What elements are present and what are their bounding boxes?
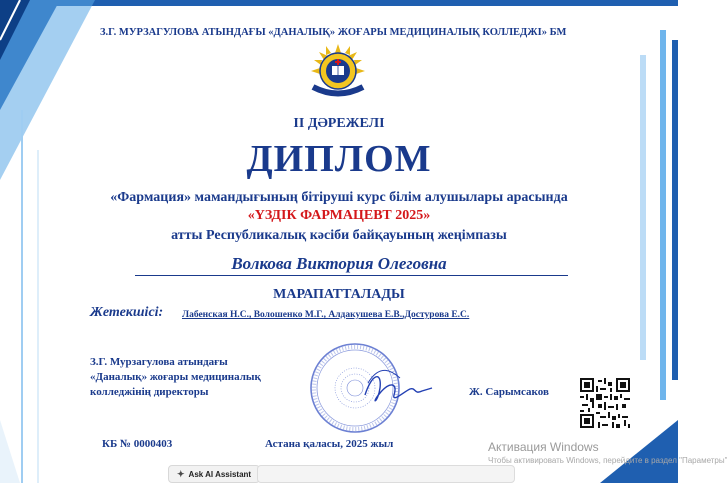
contest-description: «Фармация» мамандығының бітіруші курс білім алушылары арасында: [110, 190, 568, 205]
ask-ai-label: Ask AI Assistant: [188, 469, 252, 479]
director-name: Ж. Сарымсаков: [469, 386, 549, 398]
contest-winner-text: атты Республикалық кәсіби байқауының жеңімпазы: [171, 228, 507, 243]
windows-activation-title: Активация Windows: [488, 440, 599, 454]
windows-activation-hint: Чтобы активировать Windows, перейдите в раздел "Параметры": [488, 456, 727, 465]
director-title: З.Г. Мурзагулова атындағы «Даналық» жоғары медициналық колледжінің директоры: [90, 356, 261, 398]
ask-ai-assistant-button[interactable]: [168, 465, 260, 483]
qr-code: [580, 378, 630, 428]
stamp-seal: [310, 333, 435, 438]
ai-assistant-input[interactable]: [257, 465, 515, 483]
recipient-name: Волкова Виктория Олеговна: [231, 254, 447, 273]
awarded-label: МАРАПАТТАЛАДЫ: [273, 287, 405, 302]
supervisor-names: Лабенская Н.С., Волошенко М.Г., Алдакушева Е.В.,Достурова Е.С.: [182, 310, 470, 320]
certificate-number: КБ № 0000403: [102, 438, 173, 450]
recipient-underline: [135, 275, 568, 276]
college-header: З.Г. МУРЗАГУЛОВА АТЫНДАҒЫ «ДАНАЛЫҚ» ЖОҒАРЫ МЕДИЦИНАЛЫҚ КОЛЛЕДЖІ» БМ: [100, 27, 567, 38]
contest-name: «ҮЗДІК ФАРМАЦЕВТ 2025»: [247, 208, 431, 223]
diploma-title: ДИПЛОМ: [246, 138, 432, 180]
degree-label: ІІ ДӘРЕЖЕЛІ: [293, 116, 385, 131]
supervisor-label: Жетекшісі:: [90, 305, 164, 320]
sparkle-icon: ✦: [177, 468, 185, 479]
college-logo: [307, 43, 369, 98]
city-year: Астана қаласы, 2025 жыл: [265, 438, 394, 450]
